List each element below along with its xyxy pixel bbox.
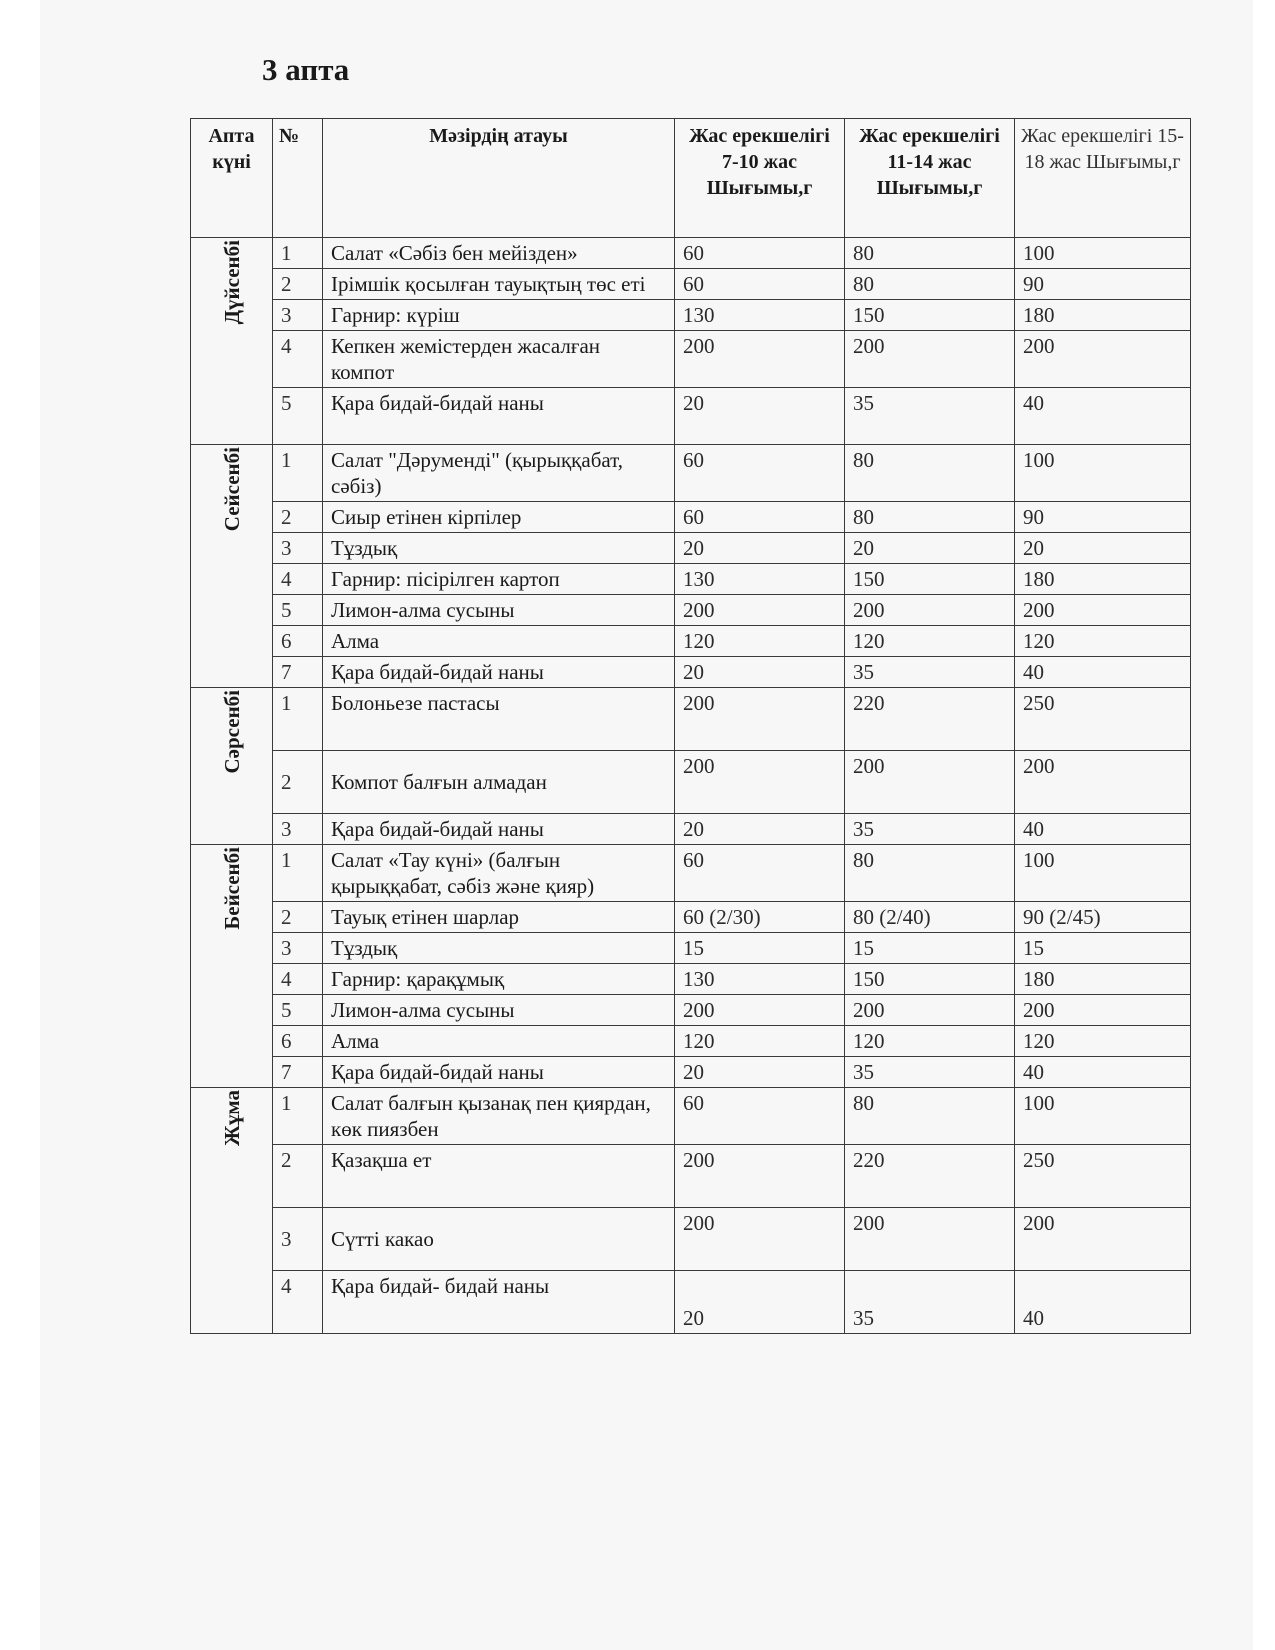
table-row <box>191 445 1191 502</box>
portion-7-10: 20 <box>675 657 845 688</box>
page-title: 3 апта <box>262 52 350 87</box>
portion-11-14: 80 (2/40) <box>845 902 1015 933</box>
portion-7-10: 200 <box>675 995 845 1026</box>
portion-7-10: 60 (2/30) <box>675 902 845 933</box>
portion-11-14: 35 <box>845 388 1015 445</box>
portion-15-18: 200 <box>1015 331 1191 388</box>
portion-15-18: 250 <box>1015 688 1191 751</box>
table-row <box>191 238 1191 269</box>
table-row <box>191 626 1191 657</box>
portion-11-14: 200 <box>845 331 1015 388</box>
row-number: 7 <box>273 1057 323 1088</box>
portion-7-10: 120 <box>675 1026 845 1057</box>
portion-7-10: 20 <box>675 1057 845 1088</box>
table-row <box>191 1271 1191 1334</box>
portion-7-10: 20 <box>675 533 845 564</box>
table-row <box>191 902 1191 933</box>
dish-name: Сүтті какао <box>323 1208 675 1271</box>
portion-15-18: 200 <box>1015 595 1191 626</box>
dish-name: Алма <box>323 626 675 657</box>
portion-7-10: 200 <box>675 595 845 626</box>
portion-7-10: 20 <box>675 814 845 845</box>
portion-15-18: 90 <box>1015 269 1191 300</box>
portion-7-10: 200 <box>675 751 845 814</box>
portion-11-14: 220 <box>845 688 1015 751</box>
portion-15-18: 180 <box>1015 964 1191 995</box>
table-row <box>191 300 1191 331</box>
row-number: 4 <box>273 564 323 595</box>
table-row <box>191 502 1191 533</box>
portion-7-10: 60 <box>675 238 845 269</box>
dish-name: Қара бидай-бидай наны <box>323 657 675 688</box>
portion-7-10: 200 <box>675 1208 845 1271</box>
portion-7-10: 200 <box>675 331 845 388</box>
dish-name: Қара бидай- бидай наны <box>323 1271 675 1334</box>
portion-7-10: 130 <box>675 300 845 331</box>
row-number: 4 <box>273 964 323 995</box>
portion-11-14: 200 <box>845 595 1015 626</box>
row-number: 1 <box>273 688 323 751</box>
portion-15-18: 90 (2/45) <box>1015 902 1191 933</box>
menu-body <box>191 238 1191 1334</box>
header-age-11-14: Жас ерекшелігі 11-14 жас Шығымы,г <box>845 119 1015 238</box>
row-number: 1 <box>273 445 323 502</box>
day-cell-thursday <box>191 845 273 1088</box>
table-row <box>191 595 1191 626</box>
row-number: 5 <box>273 388 323 445</box>
portion-11-14: 120 <box>845 1026 1015 1057</box>
portion-7-10: 20 <box>675 1271 845 1334</box>
portion-11-14: 80 <box>845 445 1015 502</box>
portion-7-10: 130 <box>675 564 845 595</box>
dish-name: Қара бидай-бидай наны <box>323 388 675 445</box>
portion-15-18: 40 <box>1015 1057 1191 1088</box>
document-page <box>40 0 1253 1650</box>
portion-11-14: 35 <box>845 657 1015 688</box>
portion-15-18: 40 <box>1015 814 1191 845</box>
portion-7-10: 15 <box>675 933 845 964</box>
portion-7-10: 60 <box>675 1088 845 1145</box>
table-row <box>191 1088 1191 1145</box>
portion-7-10: 130 <box>675 964 845 995</box>
dish-name: Сиыр етінен кірпілер <box>323 502 675 533</box>
table-row <box>191 1057 1191 1088</box>
portion-11-14: 220 <box>845 1145 1015 1208</box>
day-cell-friday <box>191 1088 273 1334</box>
table-row <box>191 564 1191 595</box>
dish-name: Гарнир: күріш <box>323 300 675 331</box>
header-row <box>191 119 1191 238</box>
table-row <box>191 751 1191 814</box>
row-number: 4 <box>273 331 323 388</box>
table-row <box>191 1026 1191 1057</box>
portion-11-14: 150 <box>845 300 1015 331</box>
row-number: 5 <box>273 995 323 1026</box>
row-number: 4 <box>273 1271 323 1334</box>
row-number: 3 <box>273 814 323 845</box>
portion-15-18: 100 <box>1015 1088 1191 1145</box>
row-number: 6 <box>273 626 323 657</box>
portion-15-18: 15 <box>1015 933 1191 964</box>
table-row <box>191 388 1191 445</box>
portion-7-10: 120 <box>675 626 845 657</box>
row-number: 1 <box>273 238 323 269</box>
header-day: Апта күні <box>191 119 273 238</box>
day-cell-wednesday <box>191 688 273 845</box>
table-row <box>191 814 1191 845</box>
portion-11-14: 80 <box>845 1088 1015 1145</box>
portion-15-18: 200 <box>1015 995 1191 1026</box>
portion-7-10: 60 <box>675 845 845 902</box>
dish-name: Болоньезе пастасы <box>323 688 675 751</box>
row-number: 7 <box>273 657 323 688</box>
table-row <box>191 995 1191 1026</box>
portion-11-14: 35 <box>845 1057 1015 1088</box>
portion-15-18: 180 <box>1015 564 1191 595</box>
portion-15-18: 120 <box>1015 1026 1191 1057</box>
header-age-15-18: Жас ерекшелігі 15-18 жас Шығымы,г <box>1015 119 1191 238</box>
portion-15-18: 100 <box>1015 445 1191 502</box>
portion-15-18: 100 <box>1015 845 1191 902</box>
portion-15-18: 250 <box>1015 1145 1191 1208</box>
dish-name: Тұздық <box>323 533 675 564</box>
portion-7-10: 60 <box>675 445 845 502</box>
table-row <box>191 657 1191 688</box>
dish-name: Кепкен жемістерден жасалған компот <box>323 331 675 388</box>
row-number: 2 <box>273 902 323 933</box>
day-label: Бейсенбі <box>219 847 244 930</box>
table-row <box>191 1208 1191 1271</box>
row-number: 3 <box>273 1208 323 1271</box>
dish-name: Лимон-алма сусыны <box>323 595 675 626</box>
table-row <box>191 933 1191 964</box>
dish-name: Қара бидай-бидай наны <box>323 1057 675 1088</box>
dish-name: Тауық етінен шарлар <box>323 902 675 933</box>
row-number: 5 <box>273 595 323 626</box>
portion-7-10: 200 <box>675 1145 845 1208</box>
row-number: 3 <box>273 300 323 331</box>
portion-11-14: 150 <box>845 564 1015 595</box>
day-cell-monday <box>191 238 273 445</box>
portion-15-18: 180 <box>1015 300 1191 331</box>
portion-15-18: 90 <box>1015 502 1191 533</box>
portion-7-10: 60 <box>675 502 845 533</box>
row-number: 2 <box>273 1145 323 1208</box>
table-row <box>191 331 1191 388</box>
dish-name: Салат «Сәбіз бен мейізден» <box>323 238 675 269</box>
row-number: 1 <box>273 845 323 902</box>
dish-name: Лимон-алма сусыны <box>323 995 675 1026</box>
portion-11-14: 150 <box>845 964 1015 995</box>
table-row <box>191 533 1191 564</box>
row-number: 2 <box>273 751 323 814</box>
day-label: Дүйсенбі <box>219 240 244 325</box>
table-row <box>191 688 1191 751</box>
dish-name: Қазақша ет <box>323 1145 675 1208</box>
portion-15-18: 200 <box>1015 751 1191 814</box>
portion-11-14: 200 <box>845 995 1015 1026</box>
portion-15-18: 40 <box>1015 657 1191 688</box>
dish-name: Компот балғын алмадан <box>323 751 675 814</box>
portion-11-14: 120 <box>845 626 1015 657</box>
portion-11-14: 200 <box>845 751 1015 814</box>
portion-15-18: 20 <box>1015 533 1191 564</box>
portion-11-14: 80 <box>845 502 1015 533</box>
portion-11-14: 80 <box>845 269 1015 300</box>
dish-name: Гарнир: пісірілген картоп <box>323 564 675 595</box>
portion-15-18: 40 <box>1015 388 1191 445</box>
portion-11-14: 200 <box>845 1208 1015 1271</box>
portion-11-14: 35 <box>845 814 1015 845</box>
day-cell-tuesday <box>191 445 273 688</box>
table-row <box>191 964 1191 995</box>
portion-15-18: 200 <box>1015 1208 1191 1271</box>
row-number: 6 <box>273 1026 323 1057</box>
header-menu-name: Мәзірдің атауы <box>323 119 675 238</box>
dish-name: Алма <box>323 1026 675 1057</box>
menu-table <box>190 118 1191 1334</box>
row-number: 2 <box>273 269 323 300</box>
day-label: Сәрсенбі <box>219 690 244 774</box>
dish-name: Салат «Тау күні» (балғын қырыққабат, сәбіз және қияр) <box>323 845 675 902</box>
portion-11-14: 20 <box>845 533 1015 564</box>
table-row <box>191 269 1191 300</box>
portion-7-10: 20 <box>675 388 845 445</box>
row-number: 2 <box>273 502 323 533</box>
header-number: № <box>273 119 323 238</box>
dish-name: Қара бидай-бидай наны <box>323 814 675 845</box>
header-age-7-10: Жас ерекшелігі 7-10 жас Шығымы,г <box>675 119 845 238</box>
dish-name: Тұздық <box>323 933 675 964</box>
portion-11-14: 15 <box>845 933 1015 964</box>
dish-name: Салат балғын қызанақ пен қиярдан, көк пиязбен <box>323 1088 675 1145</box>
portion-15-18: 120 <box>1015 626 1191 657</box>
dish-name: Салат "Дәруменді" (қырыққабат, сәбіз) <box>323 445 675 502</box>
portion-11-14: 80 <box>845 845 1015 902</box>
portion-7-10: 60 <box>675 269 845 300</box>
portion-7-10: 200 <box>675 688 845 751</box>
portion-15-18: 40 <box>1015 1271 1191 1334</box>
row-number: 3 <box>273 933 323 964</box>
row-number: 1 <box>273 1088 323 1145</box>
day-label: Жұма <box>219 1090 244 1146</box>
portion-11-14: 35 <box>845 1271 1015 1334</box>
portion-11-14: 80 <box>845 238 1015 269</box>
row-number: 3 <box>273 533 323 564</box>
table-row <box>191 845 1191 902</box>
day-label: Сейсенбі <box>219 447 244 532</box>
dish-name: Гарнир: қарақұмық <box>323 964 675 995</box>
table-row <box>191 1145 1191 1208</box>
portion-15-18: 100 <box>1015 238 1191 269</box>
dish-name: Ірімшік қосылған тауықтың төс еті <box>323 269 675 300</box>
